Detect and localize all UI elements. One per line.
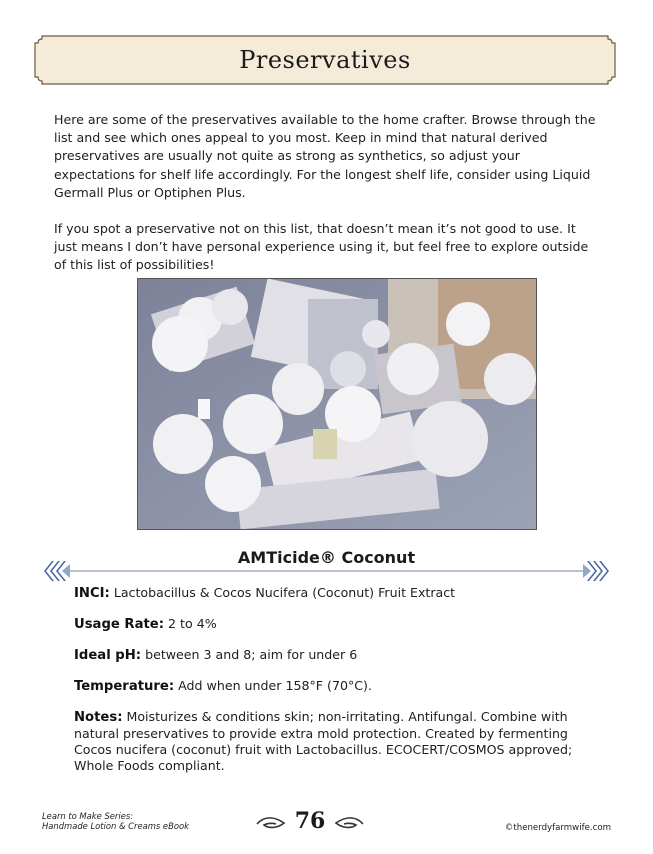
intro-paragraph: If you spot a preservative not on this list, that doesn’t mean it’s not good to use. It just means I don’t have personal experience using it, but feel free to explore outside of this list of possibilities! [54,221,589,273]
book-title-line: Handmade Lotion & Creams eBook [42,821,189,831]
intro-paragraph: Here are some of the preservatives available to the home crafter. Browse through the list and see which ones appeal to you most. Keep in mind that natural derived preservatives are usually not quite as strong as synthetics, so adjust your expectations for shelf life accordingly. For the longest shelf life, consider using Liquid Germall Plus or Optiphen Plus. [54,112,596,200]
inci-label: INCI: [74,586,110,601]
usage-rate-label: Usage Rate: [74,617,165,632]
page-title: Preservatives [239,46,411,74]
usage-rate-field [74,616,594,633]
page-number-block [254,808,366,838]
preservative-name: AMTicide® Coconut [237,548,416,567]
ideal-ph-field [74,647,594,664]
page-number: 76 [294,808,326,834]
notes-field [74,709,594,774]
notes-label: Notes: [74,710,123,725]
temperature-label: Temperature: [74,679,175,694]
temperature-field [74,678,594,695]
ideal-ph-label: Ideal pH: [74,648,142,663]
inci-value: Lactobacillus & Cocos Nucifera (Coconut) Fruit Extract [113,585,456,600]
preservative-bottles-illustration [138,279,536,529]
section-divider [44,558,609,584]
series-line: Learn to Make Series: [42,811,134,821]
footer-series [42,811,189,831]
site-credit: ©thenerdyfarmwife.com [504,823,611,833]
preservatives-photo [137,278,537,530]
inci-field [74,585,594,602]
title-banner [34,35,616,85]
intro-text [54,111,602,293]
ideal-ph-value: between 3 and 8; aim for under 6 [145,647,358,662]
usage-rate-value: 2 to 4% [168,616,217,631]
notes-value: Moisturizes & conditions skin; non-irritating. Antifungal. Combine with natural preservatives to provide extra mold protection. Created by fermenting Cocos nucifera (coconut) fruit with Lactobacillus. ECOCERT/COSMOS approved; Whole Foods compliant. [74,709,573,773]
preservative-details [74,585,594,788]
temperature-value: Add when under 158°F (70°C). [178,678,372,693]
